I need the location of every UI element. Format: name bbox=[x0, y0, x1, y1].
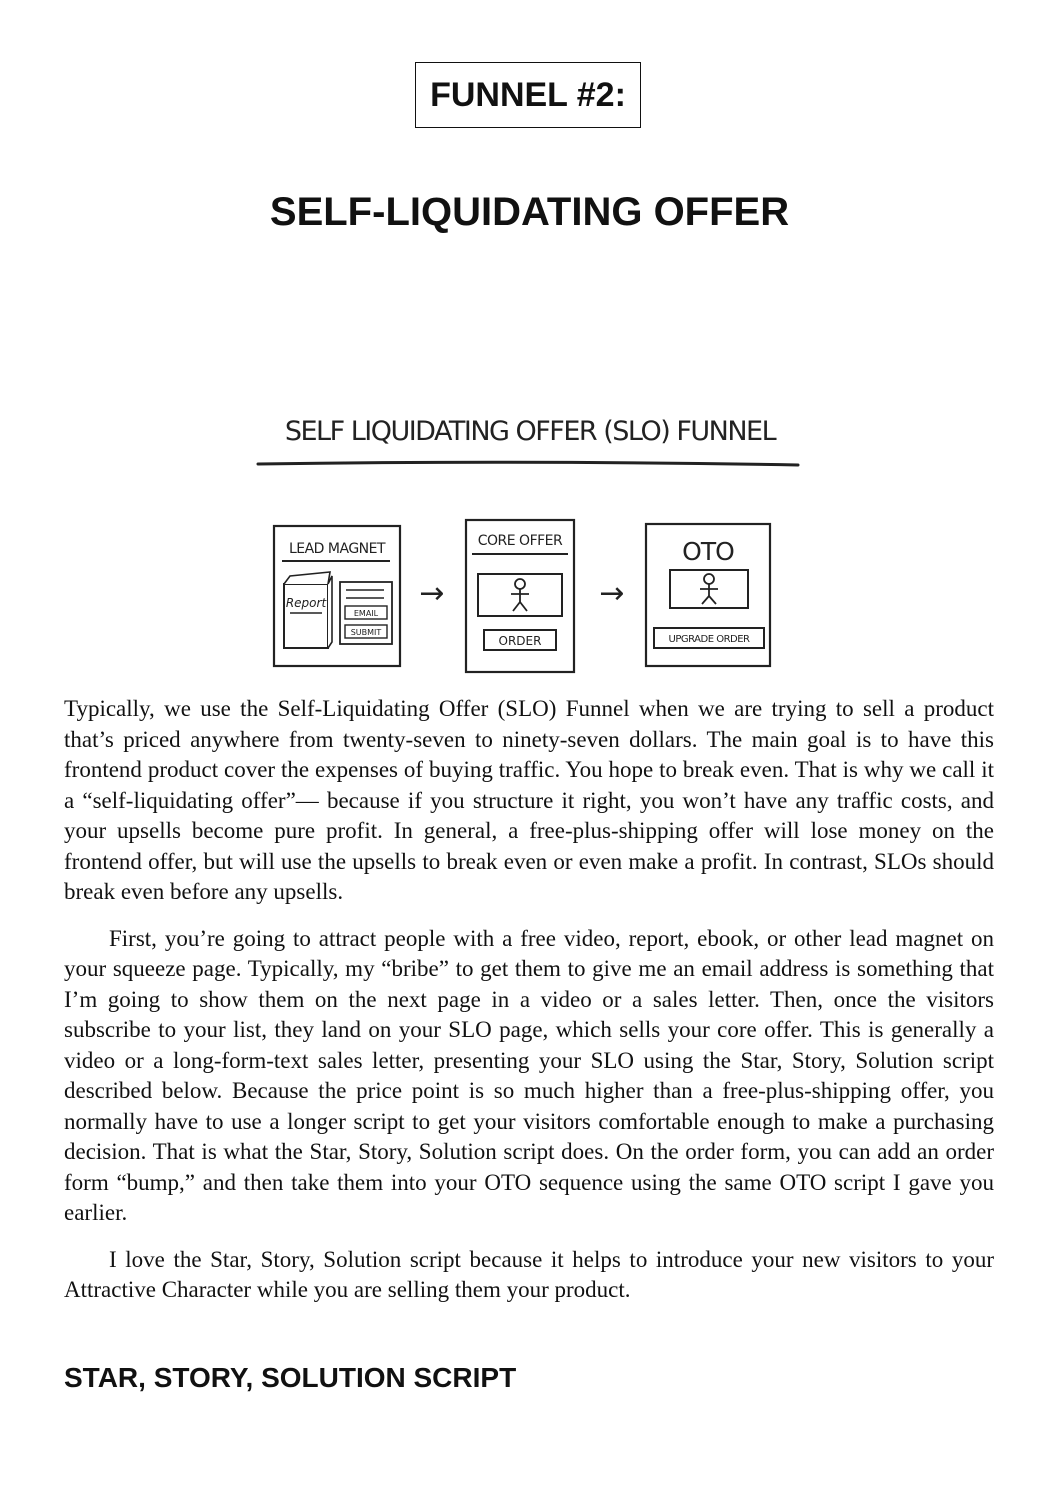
funnel-number-label: FUNNEL #2: bbox=[415, 62, 641, 128]
email-field-label: EMAIL bbox=[353, 609, 379, 618]
lead-magnet-heading: LEAD MAGNET bbox=[288, 541, 386, 557]
oto-panel bbox=[646, 524, 770, 666]
slo-funnel-diagram bbox=[220, 398, 840, 683]
arrow-icon: → bbox=[419, 576, 445, 611]
arrow-icon: → bbox=[599, 576, 625, 611]
body-text bbox=[64, 694, 994, 1322]
person-icon bbox=[511, 579, 529, 611]
oto-heading: OTO bbox=[682, 537, 734, 566]
person-icon bbox=[700, 574, 718, 604]
diagram-title-underline bbox=[258, 462, 798, 465]
section-heading: STAR, STORY, SOLUTION SCRIPT bbox=[64, 1362, 517, 1393]
diagram-title: SELF LIQUIDATING OFFER (SLO) FUNNEL bbox=[284, 416, 776, 447]
paragraph: Typically, we use the Self-Liquidating Offer (SLO) Funnel when we are trying to sell a product that’s priced anywhere from twenty-seven to ninety-seven dollars. The main goal is to have this frontend product cover the expenses of buying traffic. You hope to break even. That is why we call it a “self-liquidating offer”— because if you structure it right, you won’t have any traffic costs, and your upsells become pure profit. In general, a free-plus-shipping offer will lose money on the frontend offer, but will use the upsells to break even or even make a profit. In contrast, SLOs should break even before any upsells. bbox=[64, 696, 994, 904]
core-offer-panel bbox=[466, 520, 574, 672]
lead-magnet-panel bbox=[274, 526, 400, 666]
paragraph: I love the Star, Story, Solution script because it helps to introduce your new visitors to your Attractive Character while you are selling them your product. bbox=[64, 1246, 994, 1302]
core-offer-heading: CORE OFFER bbox=[477, 533, 563, 549]
report-label: Report bbox=[285, 596, 327, 610]
report-book-icon bbox=[284, 572, 332, 648]
page-title: SELF-LIQUIDATING OFFER bbox=[269, 190, 790, 234]
optin-form-icon bbox=[340, 582, 392, 644]
paragraph: First, you’re going to attract people with a free video, report, ebook, or other lead magnet on your squeeze page. Typically, my “bribe” to get them to give me an email address is something that I’m going to show them on the next page in a video or a sales letter. Then, once the visitors subscribe to your list, they land on your SLO page, which sells your core offer. This is generally a video or a long-form-text sales letter, presenting your SLO using the Star, Story, Solution script described below. Because the price point is so much higher than a free-plus-shipping offer, you normally have to use a longer script to get your visitors comfortable enough to make a purchasing decision. That is what the Star, Story, Solution script does. On the order form, you can add an order form “bump,” and then take them into your OTO sequence using the same OTO script I gave you earlier. bbox=[64, 925, 994, 1225]
order-button-label: ORDER bbox=[498, 634, 542, 648]
upgrade-order-button-label: UPGRADE ORDER bbox=[668, 634, 750, 645]
submit-button-label: SUBMIT bbox=[350, 628, 382, 637]
